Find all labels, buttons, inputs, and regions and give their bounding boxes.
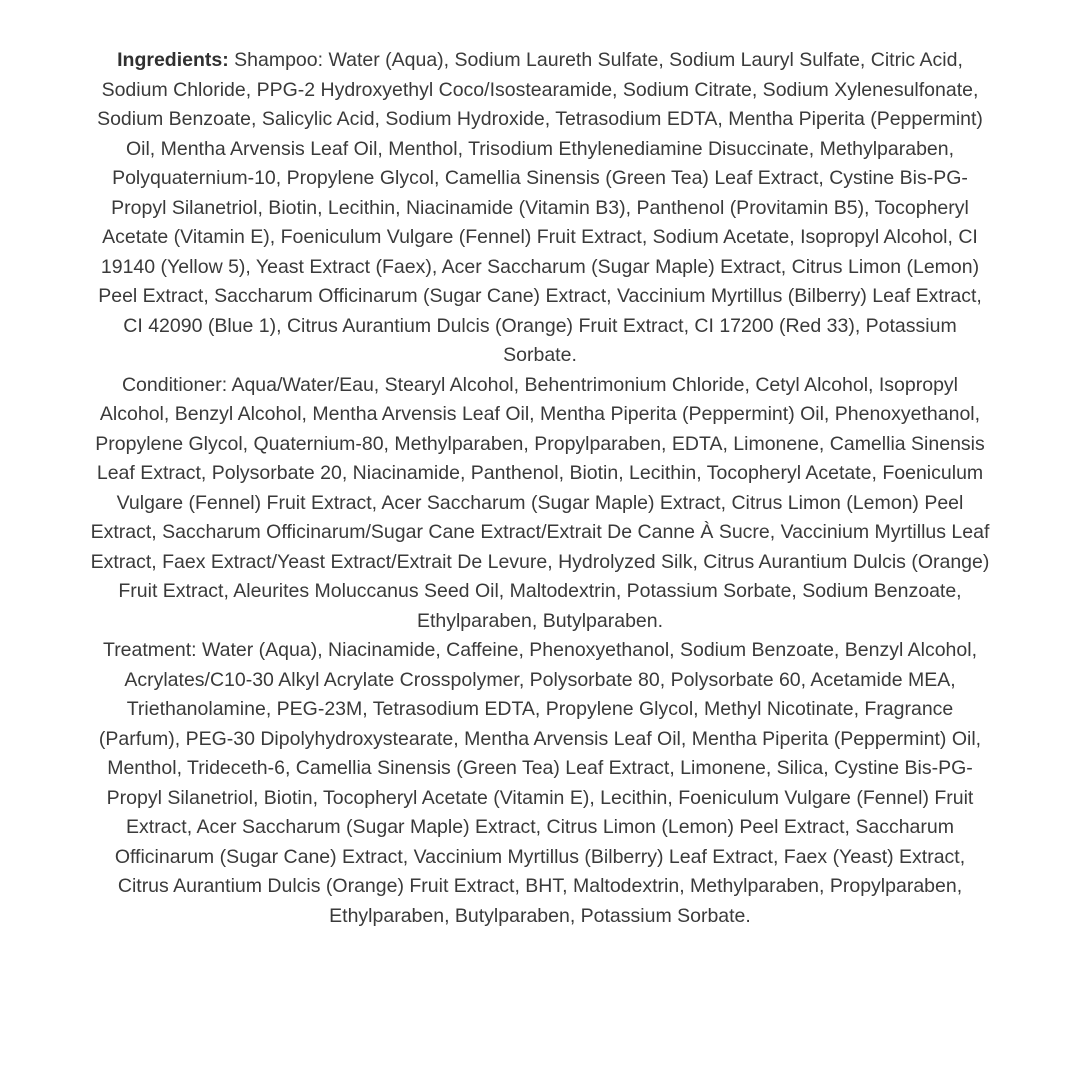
- ingredients-list: [88, 0, 992, 931]
- conditioner-ingredients-paragraph: [88, 371, 992, 637]
- treatment-ingredients-paragraph: [88, 636, 992, 931]
- ingredients-label: Ingredients:: [117, 49, 229, 71]
- shampoo-ingredients-text: Shampoo: Water (Aqua), Sodium Laureth Sulfate, Sodium Lauryl Sulfate, Citric Acid, Sodium Chloride, PPG-2 Hydroxyethyl Coco/Isostearamide, Sodium Citrate, Sodium Xylenesulfonate, Sodium Benzoate, Salicylic Acid, Sodium Hydroxide, Tetrasodium EDTA, Mentha Piperita (Peppermint) Oil, Mentha Arvensis Leaf Oil, Menthol, Trisodium Ethylenediamine Disuccinate, Methylparaben, Polyquaternium-10, Propylene Glycol, Camellia Sinensis (Green Tea) Leaf Extract, Cystine Bis-PG-Propyl Silanetriol, Biotin, Lecithin, Niacinamide (Vitamin B3), Panthenol (Provitamin B5), Tocopheryl Acetate (Vitamin E), Foeniculum Vulgare (Fennel) Fruit Extract, Sodium Acetate, Isopropyl Alcohol, CI 19140 (Yellow 5), Yeast Extract (Faex), Acer Saccharum (Sugar Maple) Extract, Citrus Limon (Lemon) Peel Extract, Saccharum Officinarum (Sugar Cane) Extract, Vaccinium Myrtillus (Bilberry) Leaf Extract, CI 42090 (Blue 1), Citrus Aurantium Dulcis (Orange) Fruit Extract, CI 17200 (Red 33), Potassium Sorbate.: [97, 49, 983, 366]
- treatment-ingredients-text: Treatment: Water (Aqua), Niacinamide, Caffeine, Phenoxyethanol, Sodium Benzoate, Benzyl Alcohol, Acrylates/C10-30 Alkyl Acrylate Crosspolymer, Polysorbate 80, Polysorbate 60, Acetamide MEA, Triethanolamine, PEG-23M, Tetrasodium EDTA, Propylene Glycol, Methyl Nicotinate, Fragrance (Parfum), PEG-30 Dipolyhydroxystearate, Mentha Arvensis Leaf Oil, Mentha Piperita (Peppermint) Oil, Menthol, Trideceth-6, Camellia Sinensis (Green Tea) Leaf Extract, Limonene, Silica, Cystine Bis-PG-Propyl Silanetriol, Biotin, Tocopheryl Acetate (Vitamin E), Lecithin, Foeniculum Vulgare (Fennel) Fruit Extract, Acer Saccharum (Sugar Maple) Extract, Citrus Limon (Lemon) Peel Extract, Saccharum Officinarum (Sugar Cane) Extract, Vaccinium Myrtillus (Bilberry) Leaf Extract, Faex (Yeast) Extract, Citrus Aurantium Dulcis (Orange) Fruit Extract, BHT, Maltodextrin, Methylparaben, Propylparaben, Ethylparaben, Butylparaben, Potassium Sorbate.: [98, 639, 982, 927]
- shampoo-ingredients-paragraph: [88, 46, 992, 371]
- conditioner-ingredients-text: Conditioner: Aqua/Water/Eau, Stearyl Alcohol, Behentrimonium Chloride, Cetyl Alcohol, Isopropyl Alcohol, Benzyl Alcohol, Mentha Arvensis Leaf Oil, Mentha Piperita (Peppermint) Oil, Phenoxyethanol, Propylene Glycol, Quaternium-80, Methylparaben, Propylparaben, EDTA, Limonene, Camellia Sinensis Leaf Extract, Polysorbate 20, Niacinamide, Panthenol, Biotin, Lecithin, Tocopheryl Acetate, Foeniculum Vulgare (Fennel) Fruit Extract, Acer Saccharum (Sugar Maple) Extract, Citrus Limon (Lemon) Peel Extract, Saccharum Officinarum/Sugar Cane Extract/Extrait De Canne À Sucre, Vaccinium Myrtillus Leaf Extract, Faex Extract/Yeast Extract/Extrait De Levure, Hydrolyzed Silk, Citrus Aurantium Dulcis (Orange) Fruit Extract, Aleurites Moluccanus Seed Oil, Maltodextrin, Potassium Sorbate, Sodium Benzoate, Ethylparaben, Butylparaben.: [90, 373, 990, 632]
